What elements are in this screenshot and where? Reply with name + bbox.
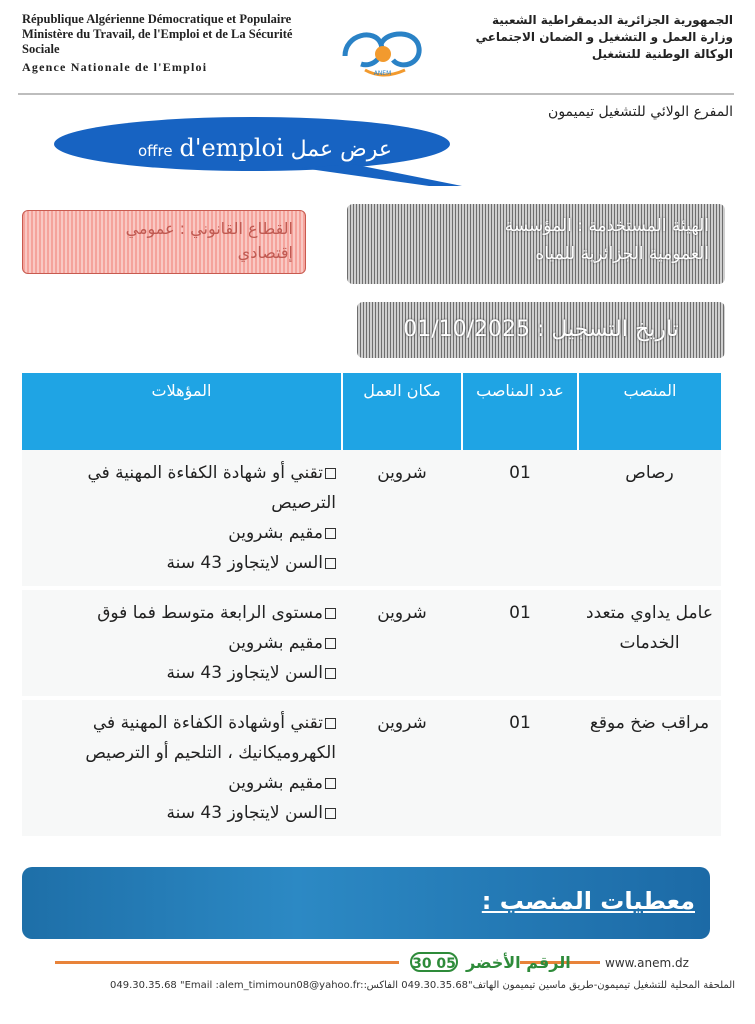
checkbox-icon: [325, 608, 336, 619]
checkbox-icon: [325, 468, 336, 479]
website-link[interactable]: www.anem.dz: [605, 956, 689, 970]
job-details-label: معطيات المنصب :: [481, 887, 695, 915]
checkbox-icon: [325, 638, 336, 649]
header-french: [22, 12, 322, 75]
qualification-item: السن لايتجاوز 43 سنة: [28, 548, 336, 578]
cell-qualifications: [22, 700, 342, 836]
legal-sector-box: [22, 210, 306, 274]
checkbox-icon: [325, 808, 336, 819]
header-ar-line2: وزارة العمل و التشغيل و الضمان الاجتماعي: [475, 30, 733, 44]
cell-count: 01: [462, 590, 578, 696]
table-header-row: [22, 373, 721, 450]
cell-qualifications: [22, 450, 342, 586]
header-fr-line2: Ministère du Travail, de l'Emploi et de La Sécurité Sociale: [22, 27, 293, 56]
cell-post: رصاص: [578, 450, 721, 586]
page-title: [90, 134, 440, 162]
cell-place: شروين: [342, 700, 462, 836]
header-fr-line3: Agence Nationale de l'Emploi: [22, 60, 208, 74]
table-row: [22, 450, 721, 586]
header-ar-line1: الجمهورية الجزائرية الديمقراطية الشعبية: [491, 13, 733, 27]
header-post: المنصب: [578, 373, 721, 450]
title-ar: عرض عمل: [290, 137, 393, 162]
qualification-item: السن لايتجاوز 43 سنة: [28, 658, 336, 688]
cell-post: عامل يداوي متعدد الخدمات: [578, 590, 721, 696]
header-place: مكان العمل: [342, 373, 462, 450]
checkbox-icon: [325, 668, 336, 679]
employer-line2: العمومية الجزائرية للمياه: [535, 244, 709, 264]
header-qualifications: المؤهلات: [22, 373, 342, 450]
employer-box: [347, 204, 725, 284]
title-fr-small: offre: [137, 142, 173, 160]
qualification-item: مقيم بشروين: [28, 518, 336, 548]
cell-post: مراقب ضخ موقع: [578, 700, 721, 836]
registration-label: تاريخ التسجيل :: [537, 317, 679, 342]
qualification-item: تقني أوشهادة الكفاءة المهنية في الكهروميكانيك ، التلحيم أو الترصيص: [85, 713, 336, 763]
qualification-item: مقيم بشروين: [28, 628, 336, 658]
sector-line1: القطاع القانوني : عمومي: [125, 219, 293, 238]
qualification-item: تقني أو شهادة الكفاءة المهنية في الترصيص: [87, 463, 336, 513]
checkbox-icon: [325, 778, 336, 789]
qualification-item: السن لايتجاوز 43 سنة: [28, 798, 336, 828]
qualification-item: مقيم بشروين: [28, 768, 336, 798]
sector-line2: إقتصادي: [237, 243, 293, 262]
green-number-badge: 30 05: [410, 952, 458, 972]
footer-contact: 049.30.35.68 "Email :alem_timimoun08@yahoo.fr :: [110, 980, 367, 991]
header-arabic: [433, 12, 733, 63]
employer-line1: الهيئة المستخدمة : المؤسسة: [504, 216, 709, 236]
header-count: عدد المناصب: [462, 373, 578, 450]
footer-divider-left: [55, 961, 399, 964]
header-divider: [18, 93, 734, 95]
cell-place: شروين: [342, 590, 462, 696]
checkbox-icon: [325, 718, 336, 729]
checkbox-icon: [325, 528, 336, 539]
header-fr-line1: République Algérienne Démocratique et Populaire: [22, 12, 292, 26]
branch-name: المفرع الولائي للتشغيل تيميمون: [548, 104, 733, 120]
registration-date: 01/10/2025: [403, 317, 531, 342]
qualification-item: مستوى الرابعة متوسط فما فوق: [28, 598, 336, 628]
checkbox-icon: [325, 558, 336, 569]
registration-date-box: [357, 302, 725, 358]
table-row: [22, 590, 721, 696]
cell-count: 01: [462, 450, 578, 586]
logo-caption: ANEM: [373, 70, 392, 77]
green-number-label: الرقم الأخضر: [466, 953, 571, 972]
cell-count: 01: [462, 700, 578, 836]
footer-address: الملحقة المحلية للتشغيل تيميمون-طريق ماسين تيميمون الهاتف"049.30.35.68 الفاكس :: [360, 980, 735, 991]
table-row: [22, 700, 721, 836]
positions-table: [22, 373, 721, 836]
header-ar-line3: الوكالة الوطنية للتشغيل: [591, 47, 733, 61]
title-fr-big: d'emploi: [179, 134, 284, 162]
cell-place: شروين: [342, 450, 462, 586]
cell-qualifications: [22, 590, 342, 696]
